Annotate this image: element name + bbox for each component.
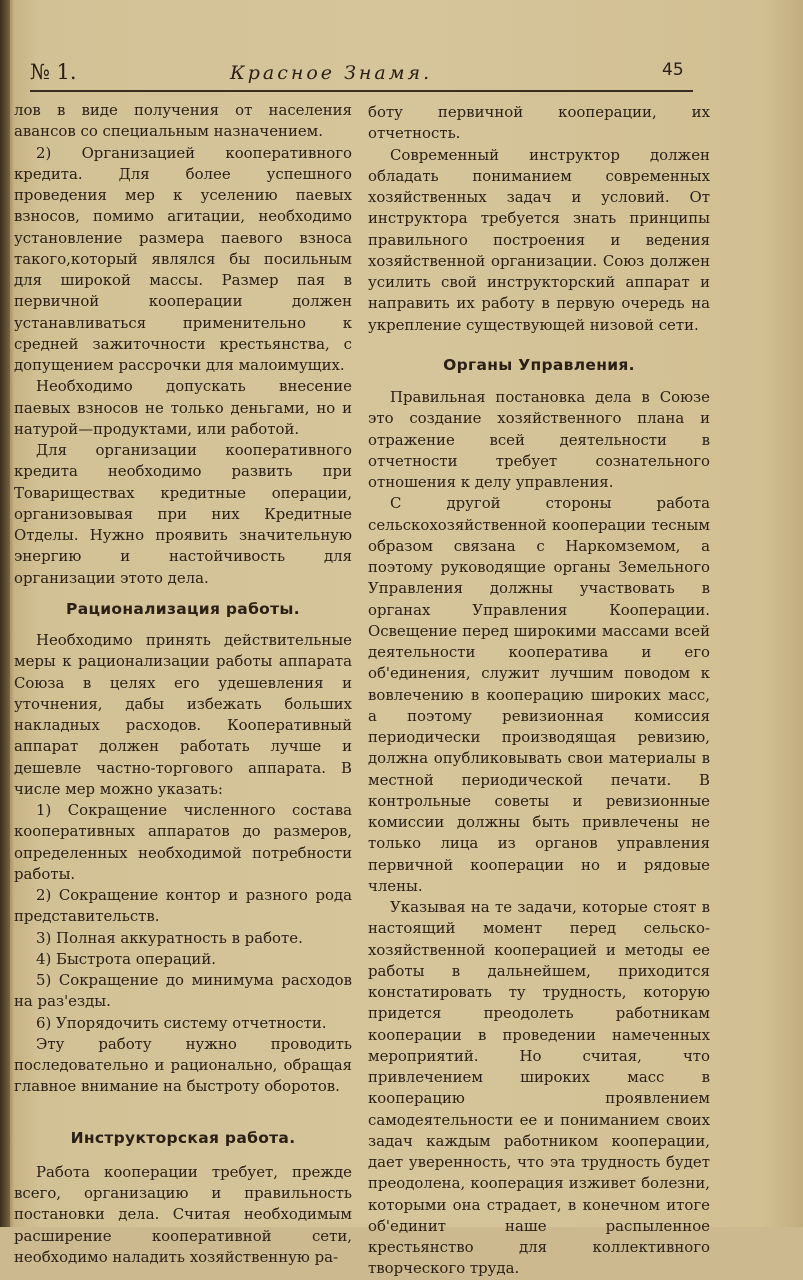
paragraph: боту первичной кооперации, их отчетность. <box>368 103 710 143</box>
issue-number: № 1. <box>30 60 77 84</box>
paragraph: Необходимо принять действительные меры к рационализации работы аппарата Союза в целях его удешевления и уточнения, дабы избежать больших накладных расходов. Кооперативный аппарат должен работать лучше и дешевле частно-торгового аппарата. В числе мер можно указать: <box>14 631 352 798</box>
paragraph: 2) Организацией кооперативного кредита. Для более успешного проведения мер к уселению паевых взносов, помимо агитации, необходимо установление размера паевого взноса такого,который являлся бы посильным для широкой массы. Размер пая в первичной кооперации должен устанавливаться применительно к средней зажиточности крестьянства, с допущением рассрочки для малоимущих. <box>14 143 352 374</box>
page-number: 45 <box>662 60 684 80</box>
section-heading-rationalization: Рационализация работы. <box>66 599 300 618</box>
list-item: 4) Быстрота операций. <box>36 949 217 968</box>
paragraph: Для организации кооперативного кредита необходимо развить при Товариществах кредитные операции, организовывая при них Кредитные Отделы. Нужно проявить значительную энергию и настойчивость для организации этото дела. <box>14 441 352 587</box>
masthead-title: Красное Знамя. <box>230 62 433 84</box>
paragraph: Работа кооперации требует, прежде всего, организацию и правильность постановки дела. Считая необходимым расширение кооперативной сети, необходимо наладить хозяйственную ра- <box>14 1162 352 1266</box>
paragraph: Необходимо допускать внесение паевых взносов не только деньгами, но и натурой—продуктами, или работой. <box>14 377 352 438</box>
right-column <box>368 102 710 1280</box>
left-column <box>14 100 352 1268</box>
paragraph: Правильная постановка дела в Союзе это создание хозяйственного плана и отражение всей деятельности в отчетности требует сознательного отношения к делу управления. <box>368 388 710 491</box>
list-item: 5) Сокращение до минимума расходов на раз'езды. <box>14 971 352 1011</box>
section-heading-instructor: Инструкторская работа. <box>70 1128 296 1147</box>
paragraph: Указывая на те задачи, которые стоят в настоящий момент перед сельско-хозяйственной кооперацией и методы ее работы в дальнейшем, приходится констатировать ту трудность, которую придется преодолеть работникам кооперации в проведении намеченных мероприятий. Но считая, что привлечением широких масс в кооперацию проявлением самодеятельности ее и пониманием своих задач каждым работником кооперации, дает уверенность, что эта трудность будет преодолена, кооперация изживет болезни, которыми она страдает, в конечном итоге об'единит наше распыленное крестьянство для коллективного творческого труда. <box>368 898 710 1278</box>
page-header <box>30 60 693 92</box>
list-item: 2) Сокращение контор и разного рода представительств. <box>14 886 352 926</box>
paragraph: лов в виде получения от населения авансов со специальным назначением. <box>14 101 352 141</box>
binding-spine <box>0 0 10 1227</box>
list-item: 1) Сокращение численного состава кооперативных аппаратов до размеров, определенных необходимой потребности работы. <box>14 801 352 883</box>
paragraph: С другой стороны работа сельскохозяйственной кооперации тесным образом связана с Наркомземом, а поэтому руководящие органы Земельного Управления должны участвовать в органах Управления Кооперации. Освещение перед широкими массами всей деятельности кооператива и его об'единения, служит лучшим поводом к вовлечению в кооперацию широких масс, а поэтому ревизионная комиссия периодически производящая ревизию, должна опубликовывать свои материалы в местной периодической печати. В контрольные советы и ревизионные комиссии должны быть привлечены не только лица из органов управления первичной кооперации но и рядовые члены. <box>368 494 710 895</box>
list-item: 6) Упорядочить систему отчетности. <box>36 1013 327 1032</box>
list-item: 3) Полная аккуратность в работе. <box>36 928 303 947</box>
paragraph: Эту работу нужно проводить последовательно и рационально, обращая главное внимание на быстроту оборотов. <box>14 1034 352 1096</box>
paragraph: Современный инструктор должен обладать пониманием современных хозяйственных задач и условий. От инструктора требуется знать принципы правильного построения и ведения хозяйственной организации. Союз должен усилить свой инструкторский аппарат и направить их работу в первую очередь на укрепление существующей низовой сети. <box>368 145 710 334</box>
section-heading-organs: Органы Управления. <box>443 355 635 374</box>
